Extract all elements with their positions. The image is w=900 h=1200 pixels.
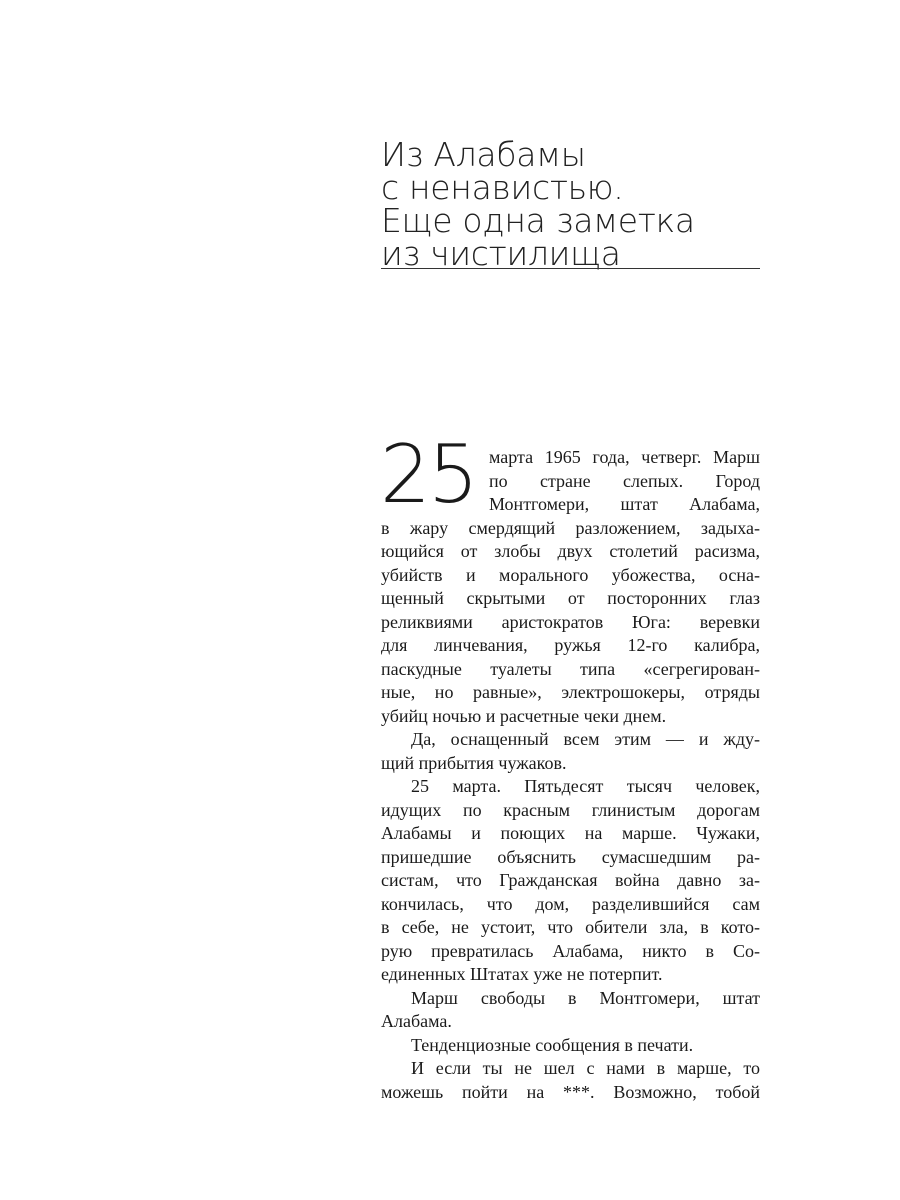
text-line: для линчевания, ружья 12-го калибра, [381, 635, 760, 655]
text-line: щенный скрытыми от посторонних глаз [381, 588, 760, 608]
text-line: в жару смердящий разложением, задыха- [381, 517, 760, 538]
chapter-title-line: из чистилища [381, 234, 621, 273]
text-line: щий прибытия чужаков. [381, 752, 567, 773]
text-line: 25 марта. Пятьдесят тысяч человек, [411, 776, 760, 796]
text-line: Алабама. [381, 1011, 452, 1031]
text-line: идущих по красным глинистым дорогам [381, 799, 760, 820]
text-line: по стране слепых. Город [489, 470, 760, 491]
text-line: можешь пойти на ***. Возможно, тобой [381, 1081, 760, 1102]
text-line: Алабамы и поющих на марше. Чужаки, [381, 823, 760, 843]
text-line: Марш свободы в Монтгомери, штат [411, 987, 760, 1008]
text-line: рую превратилась Алабама, никто в Со- [381, 940, 760, 961]
text-line: убийц ночью и расчетные чеки днем. [381, 705, 667, 726]
text-line: Тенденциозные сообщения в печати. [411, 1034, 694, 1055]
chapter-title [381, 135, 761, 273]
text-line: реликвиями аристократов Юга: веревки [381, 611, 760, 632]
text-line: убийств и морального убожества, осна- [381, 564, 760, 585]
text-line: в себе, не устоит, что обители зла, в кото- [381, 917, 760, 937]
text-line: ные, но равные», электрошокеры, отряды [381, 682, 760, 702]
chapter-title-line: Еще одна заметка [381, 201, 695, 240]
text-line: И если ты не шел с нами в марше, то [411, 1058, 760, 1078]
chapter-title-line: с ненавистью. [381, 168, 624, 207]
text-line: Да, оснащенный всем этим — и жду- [411, 729, 760, 749]
title-divider [381, 268, 760, 269]
text-line: кончилась, что дом, разделившийся сам [381, 893, 760, 914]
text-line: единенных Штатах уже не потерпит. [381, 964, 663, 984]
text-line: Монтгомери, штат Алабама, [489, 494, 760, 514]
text-line: марта 1965 года, четверг. Марш [489, 447, 760, 467]
chapter-title-line: Из Алабамы [381, 135, 586, 174]
drop-cap: 25 [380, 428, 476, 521]
text-line: паскудные туалеты типа «сегрегирован- [381, 658, 760, 679]
body-text [381, 446, 760, 1104]
text-line: ющийся от злобы двух столетий расизма, [381, 541, 760, 561]
text-line: систам, что Гражданская война давно за- [381, 870, 760, 890]
text-line: пришедшие объяснить сумасшедшим ра- [381, 846, 760, 867]
